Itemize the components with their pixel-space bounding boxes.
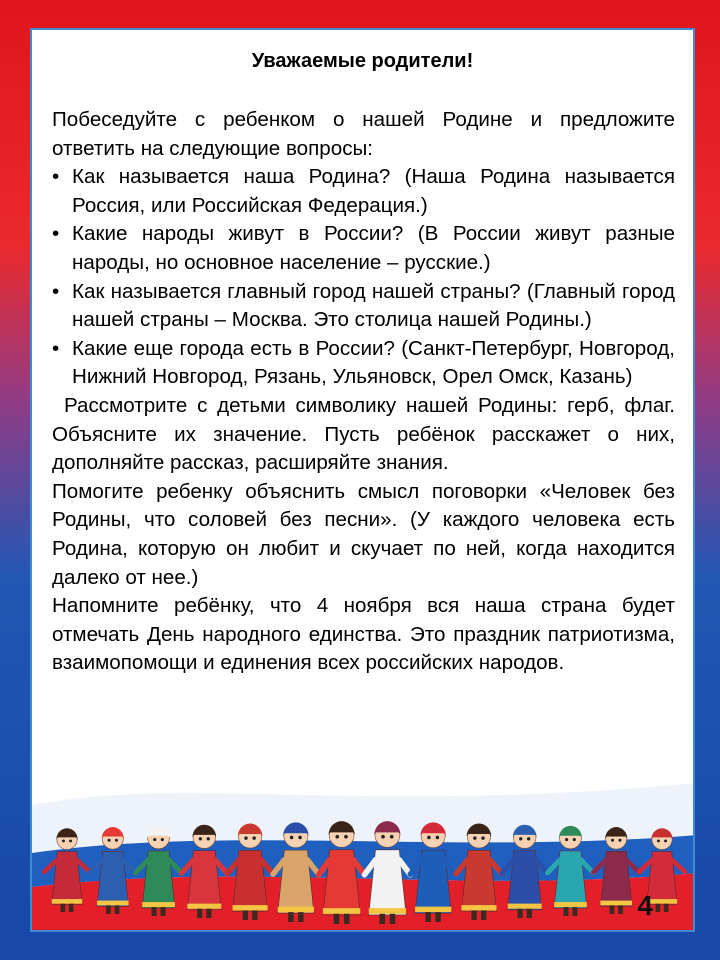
page-number: 4 (637, 890, 653, 921)
bullet-item-4 (52, 335, 675, 392)
bullet-text: Как называется главный город нашей страны? (Главный город нашей страны – Москва. Это столица нашей Родины.) (72, 279, 675, 332)
content-card (30, 28, 695, 932)
bullet-text: Какие народы живут в России? (В России живут разные народы, но основное население – русские.) (72, 222, 675, 274)
bullet-marker: • (52, 336, 60, 360)
bullet-marker: • (52, 279, 60, 303)
bullet-text: Как называется наша Родина? (Наша Родина называется Россия, или Российская Федерация.) (72, 165, 675, 217)
proverb-paragraph: Помогите ребенку объяснить смысл поговорки «Человек без Родины, что соловей без песни». (У каждого человека есть Родина, которую он любит и скучает по ней, когда находится далеко от нее.) (52, 479, 675, 589)
unity-day-paragraph: Напомните ребёнку, что 4 ноября вся наша страна будет отмечать День народного единства. Это праздник патриотизма, взаимопомощи и единения всех российских народов. (52, 594, 675, 675)
symbols-paragraph: Рассмотрите с детьми символику нашей Родины: герб, флаг. Объясните их значение. Пусть ребёнок расскажет о них, дополняйте рассказ, расширяйте знания. (52, 393, 675, 475)
bullet-text: Какие еще города есть в России? (Санкт-Петербург, Новгород, Нижний Новгород, Рязань, Ульяновск, Орел Омск, Казань) (72, 336, 675, 389)
flag-wave-red (32, 873, 695, 932)
children-illustration (32, 775, 695, 932)
intro-paragraph: Побеседуйте с ребенком о нашей Родине и предложите ответить на следующие вопросы: (52, 108, 675, 160)
bullet-marker: • (52, 222, 60, 246)
body-text (52, 106, 675, 678)
bullet-item-3 (52, 278, 675, 335)
bullet-item-1 (52, 163, 675, 220)
bullet-marker: • (52, 165, 60, 189)
page-title: Уважаемые родители! (251, 50, 474, 72)
bullet-item-2 (52, 220, 675, 277)
